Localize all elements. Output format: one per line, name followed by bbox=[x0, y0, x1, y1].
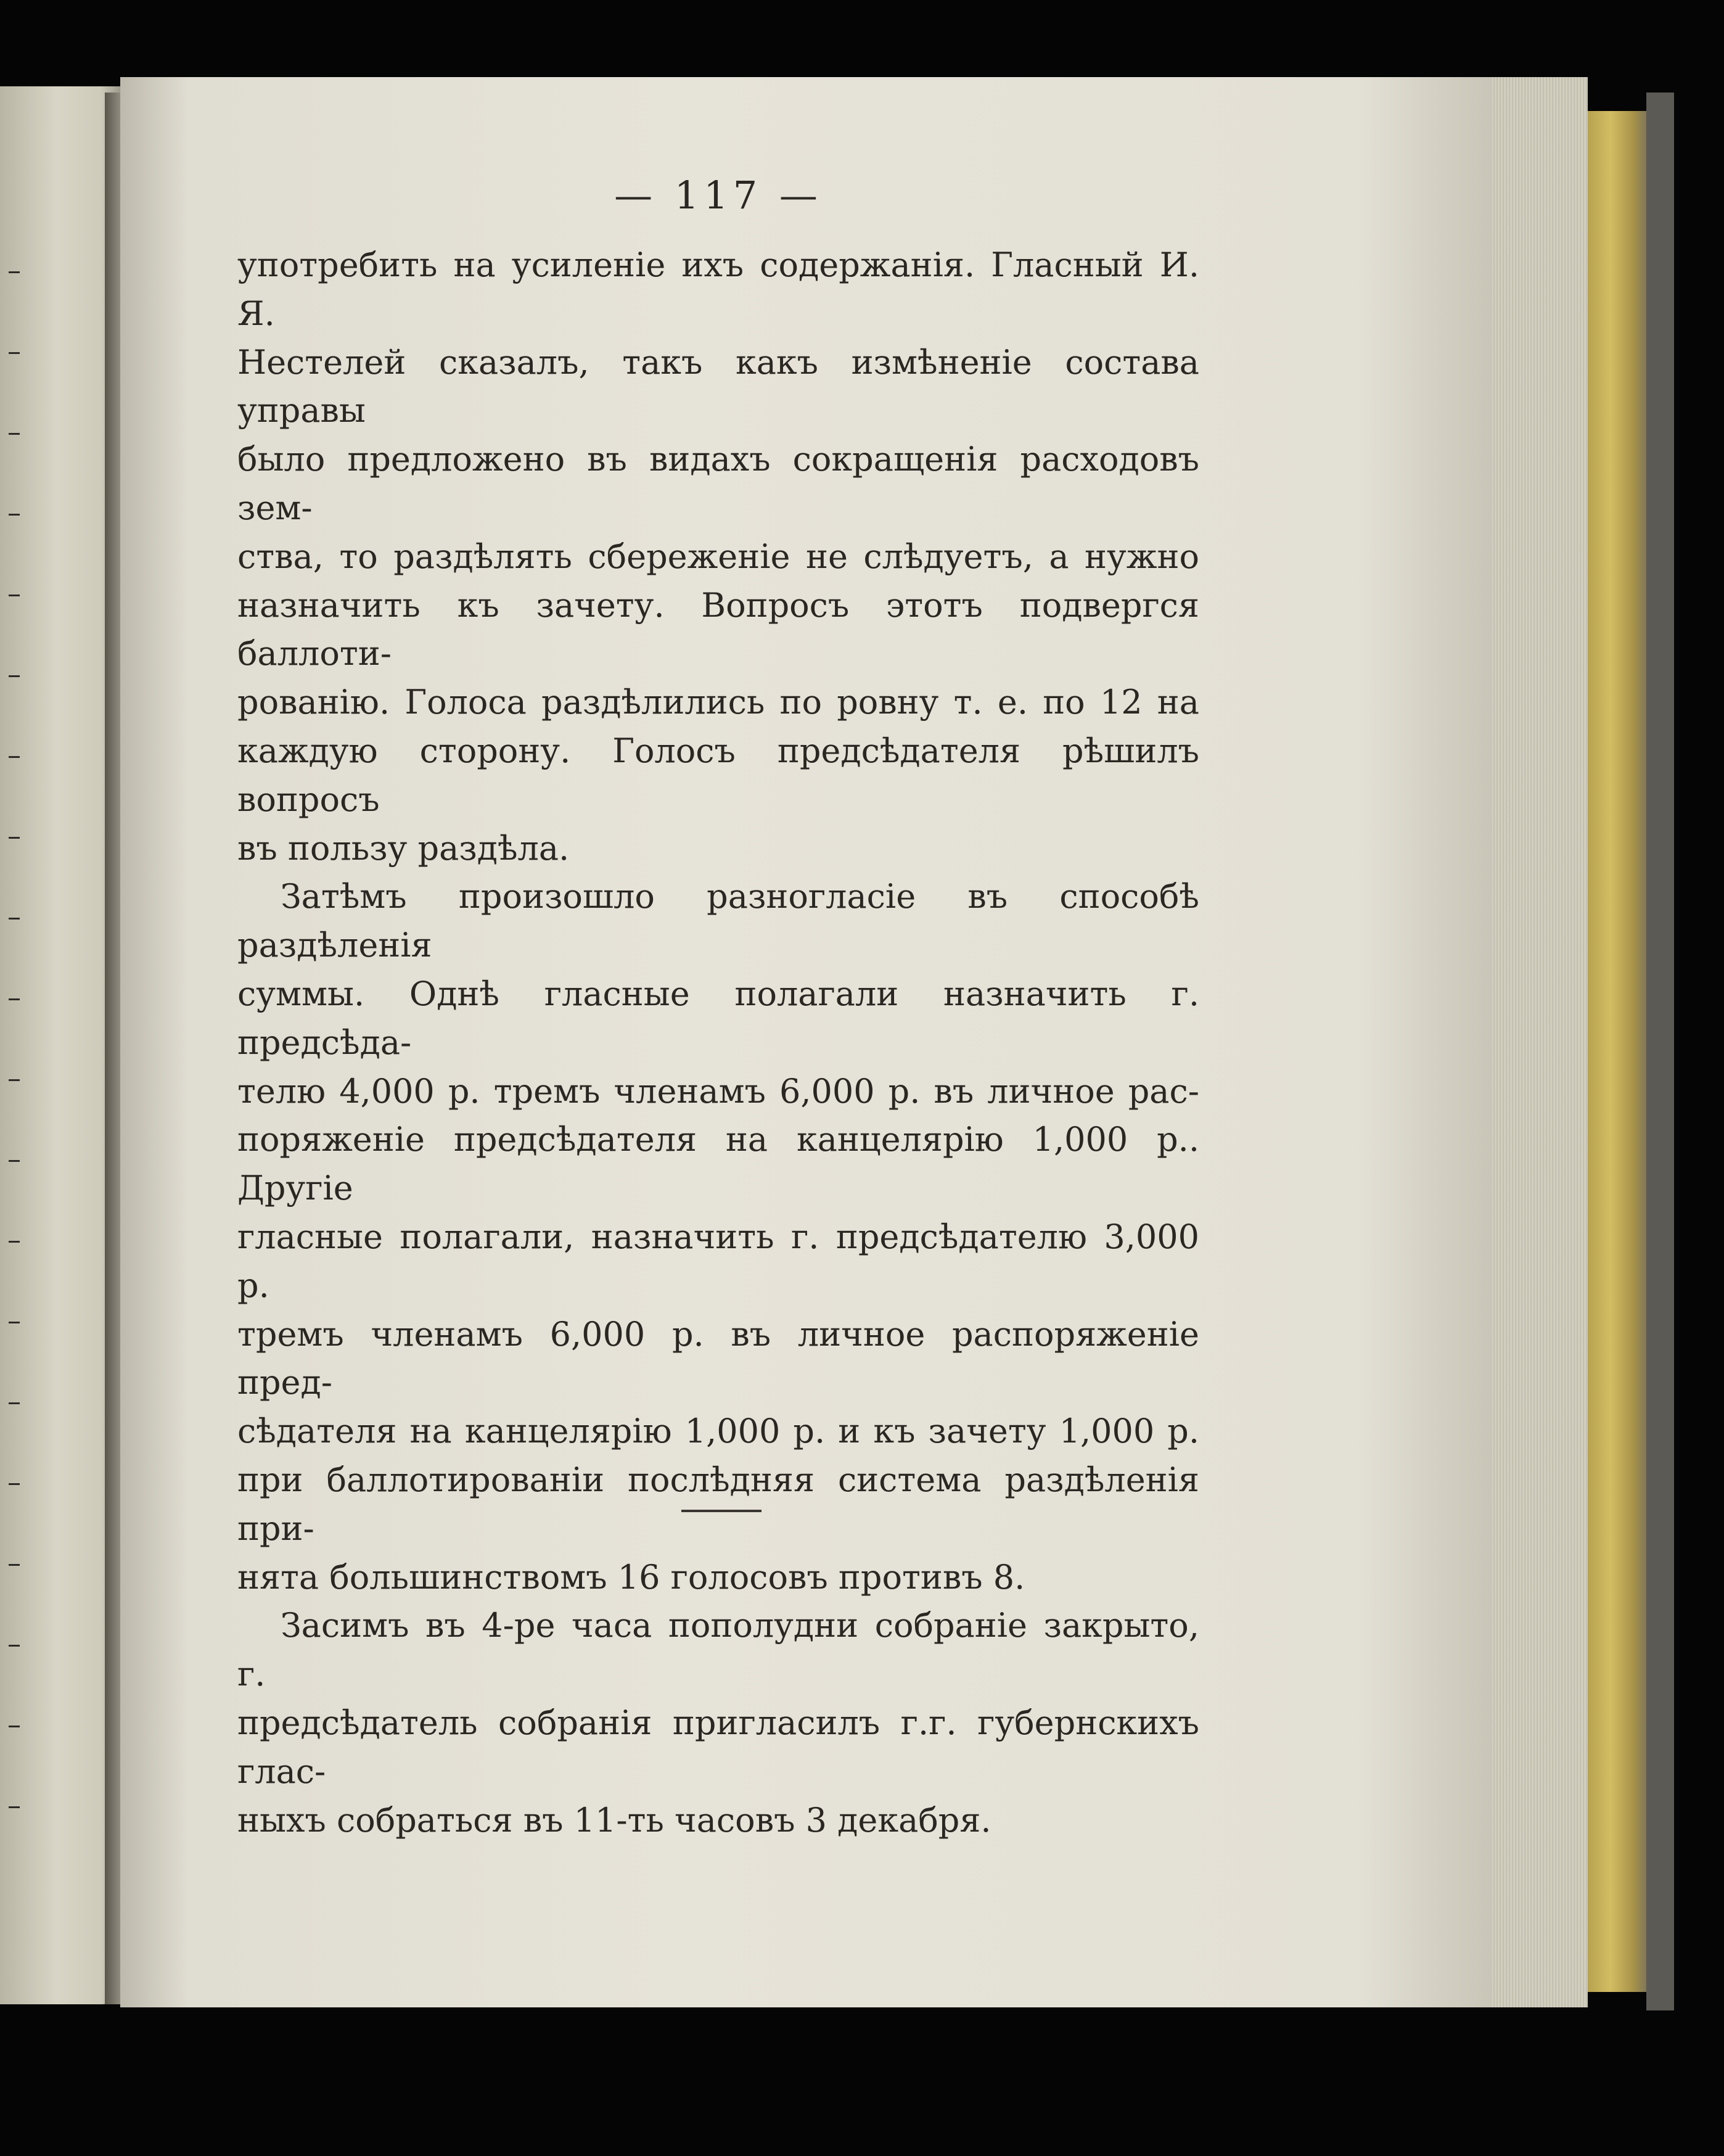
text-line: Нестелей сказалъ, такъ какъ измѣненіе состава управы bbox=[237, 342, 1199, 430]
paragraph bbox=[237, 1602, 1199, 1845]
text-line: Засимъ въ 4-ре часа пополудни собраніе закрыто, г. bbox=[237, 1606, 1199, 1694]
text-line: ныхъ собраться въ 11-ть часовъ 3 декабря. bbox=[237, 1800, 991, 1840]
text-line: употребить на усиленіе ихъ содержанія. Гласный И. Я. bbox=[237, 245, 1199, 333]
book-cover-edge bbox=[1588, 111, 1652, 1992]
page-number: — 117 — bbox=[614, 173, 823, 218]
text-line: въ пользу раздѣла. bbox=[237, 828, 570, 868]
text-line: поряженіе предсѣдателя на канцелярію 1,000 р.. Другіе bbox=[237, 1120, 1199, 1208]
text-line: было предложено въ видахъ сокращенія расходовъ зем- bbox=[237, 440, 1199, 527]
page-block-edges bbox=[1492, 77, 1588, 2007]
text-line: предсѣдатель собранія пригласилъ г.г. губернскихъ глас- bbox=[237, 1703, 1199, 1791]
text-line: каждую сторону. Голосъ предсѣдателя рѣшилъ вопросъ bbox=[237, 731, 1199, 819]
text-line: при баллотированіи послѣдняя система раздѣленія при- bbox=[237, 1460, 1199, 1548]
body-text bbox=[237, 241, 1199, 1845]
closing-rule bbox=[681, 1510, 761, 1512]
text-line: ства, то раздѣлять сбереженіе не слѣдуетъ, а нужно bbox=[237, 537, 1199, 576]
book-cover-shadow bbox=[1646, 93, 1674, 2010]
text-line: нята большинствомъ 16 голосовъ противъ 8. bbox=[237, 1557, 1025, 1597]
text-line: рованію. Голоса раздѣлились по ровну т. е. по 12 на bbox=[237, 683, 1199, 722]
text-line: Затѣмъ произошло разногласіе въ способѣ раздѣленія bbox=[237, 877, 1199, 965]
text-line: телю 4,000 р. тремъ членамъ 6,000 р. въ личное рас- bbox=[237, 1071, 1199, 1111]
text-line: назначить къ зачету. Вопросъ этотъ подвергся баллоти- bbox=[237, 585, 1199, 673]
text-line: сѣдателя на канцелярію 1,000 р. и къ зачету 1,000 р. bbox=[237, 1412, 1199, 1451]
text-line: тремъ членамъ 6,000 р. въ личное распоряженіе пред- bbox=[237, 1314, 1199, 1402]
paragraph bbox=[237, 241, 1199, 873]
page-text bbox=[237, 173, 1199, 1845]
text-line: гласные полагали, назначить г. предсѣдателю 3,000 р. bbox=[237, 1217, 1199, 1305]
text-line: суммы. Однѣ гласные полагали назначить г. предсѣда- bbox=[237, 974, 1199, 1062]
paragraph bbox=[237, 873, 1199, 1602]
left-page-text-fragments bbox=[0, 271, 25, 1875]
